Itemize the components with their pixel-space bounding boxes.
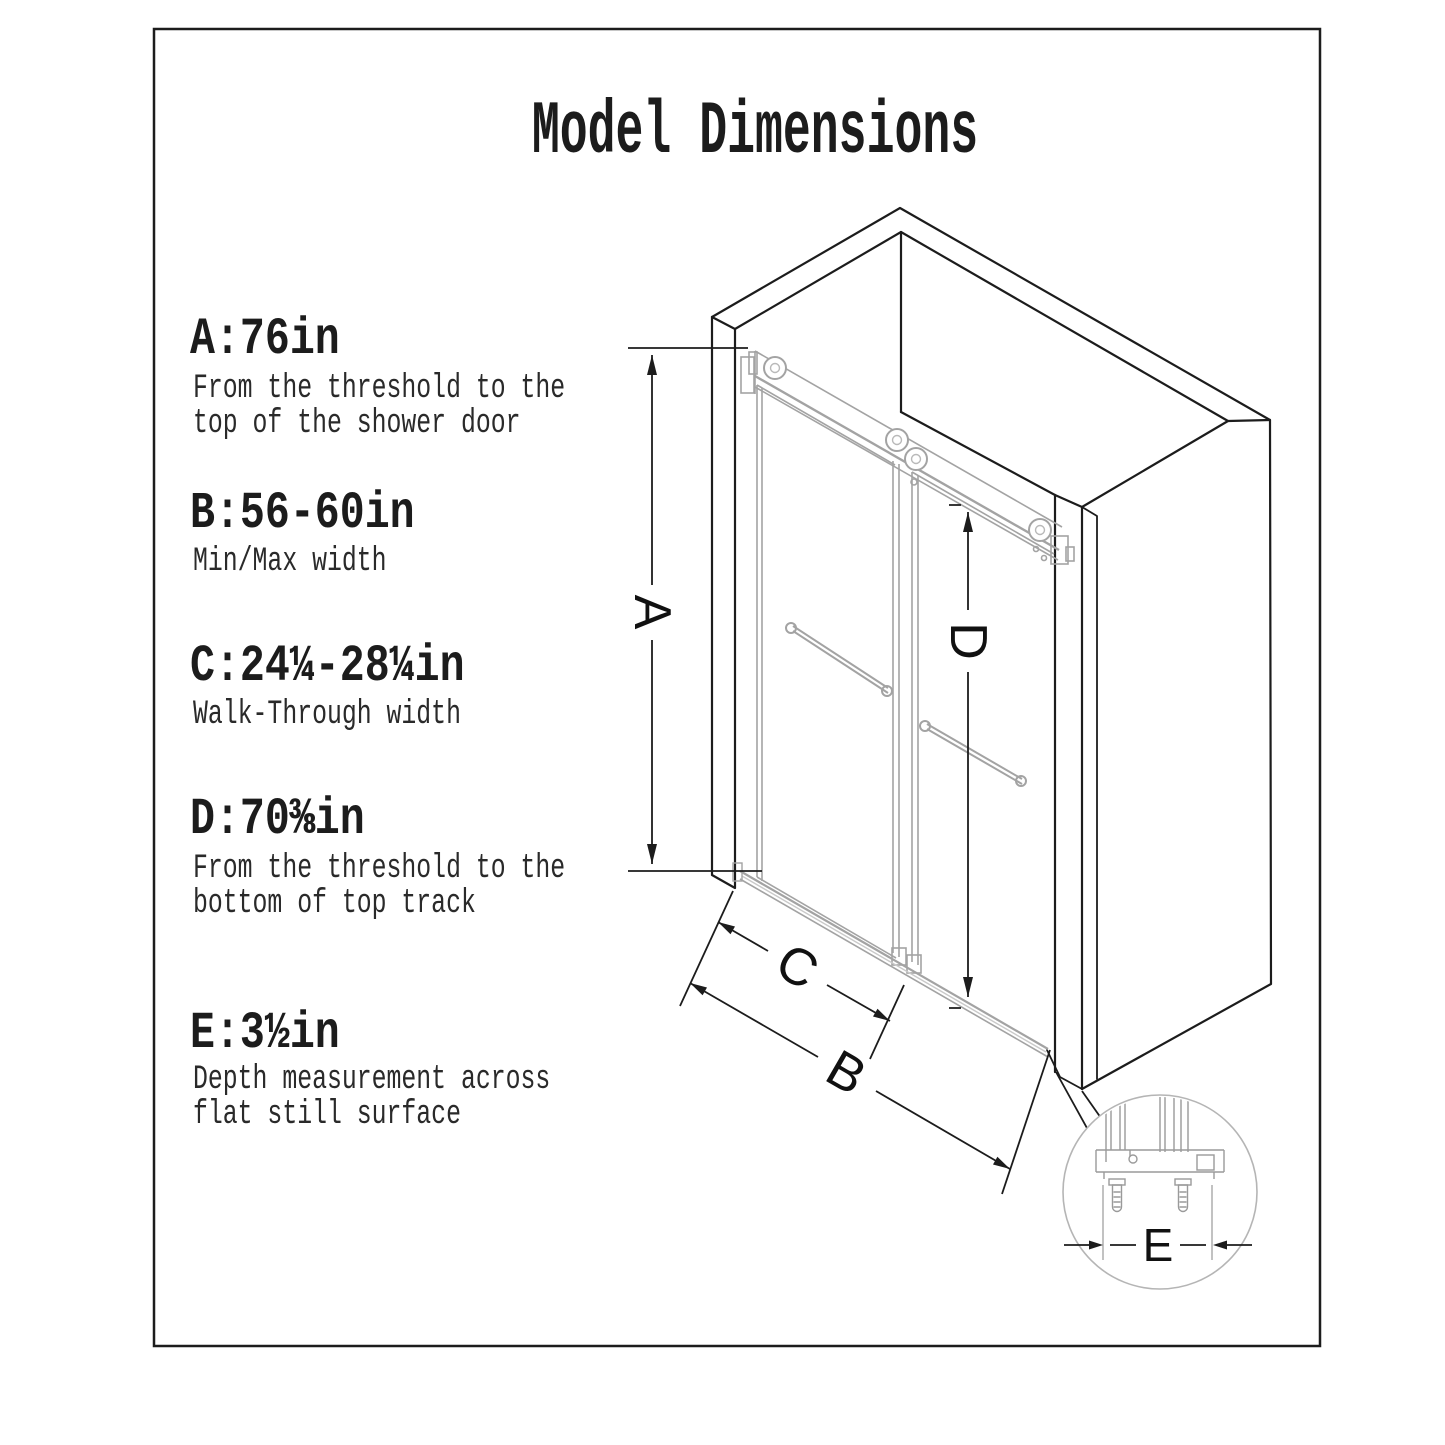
dim-a-spec: A:76in (190, 311, 340, 370)
dim-e-desc-2: flat still surface (193, 1094, 461, 1134)
dim-d-desc-2: bottom of top track (193, 883, 476, 923)
mark-c: C (766, 932, 828, 1002)
dim-c-desc-1: Walk-Through width (193, 694, 461, 734)
mark-b: B (816, 1039, 876, 1107)
mark-e: E (1142, 1219, 1174, 1271)
mark-a: A (623, 594, 681, 630)
page-title-text: Model Dimensions (531, 89, 979, 175)
dim-a-desc-1: From the threshold to the (193, 368, 566, 408)
dim-d-spec: D:70⅜in (190, 791, 365, 850)
dim-a-desc-2: top of the shower door (193, 403, 521, 443)
dim-e-spec: E:3½in (190, 1005, 340, 1064)
dim-e-desc-1: Depth measurement across (193, 1059, 551, 1099)
dim-c-spec: C:24¼-28¼in (190, 638, 465, 697)
dim-d-desc-1: From the threshold to the (193, 848, 566, 888)
dim-b-spec: B:56-60in (190, 485, 415, 544)
dim-b-desc-1: Min/Max width (193, 541, 387, 581)
mark-d: D (939, 622, 997, 660)
page-title (532, 89, 978, 174)
